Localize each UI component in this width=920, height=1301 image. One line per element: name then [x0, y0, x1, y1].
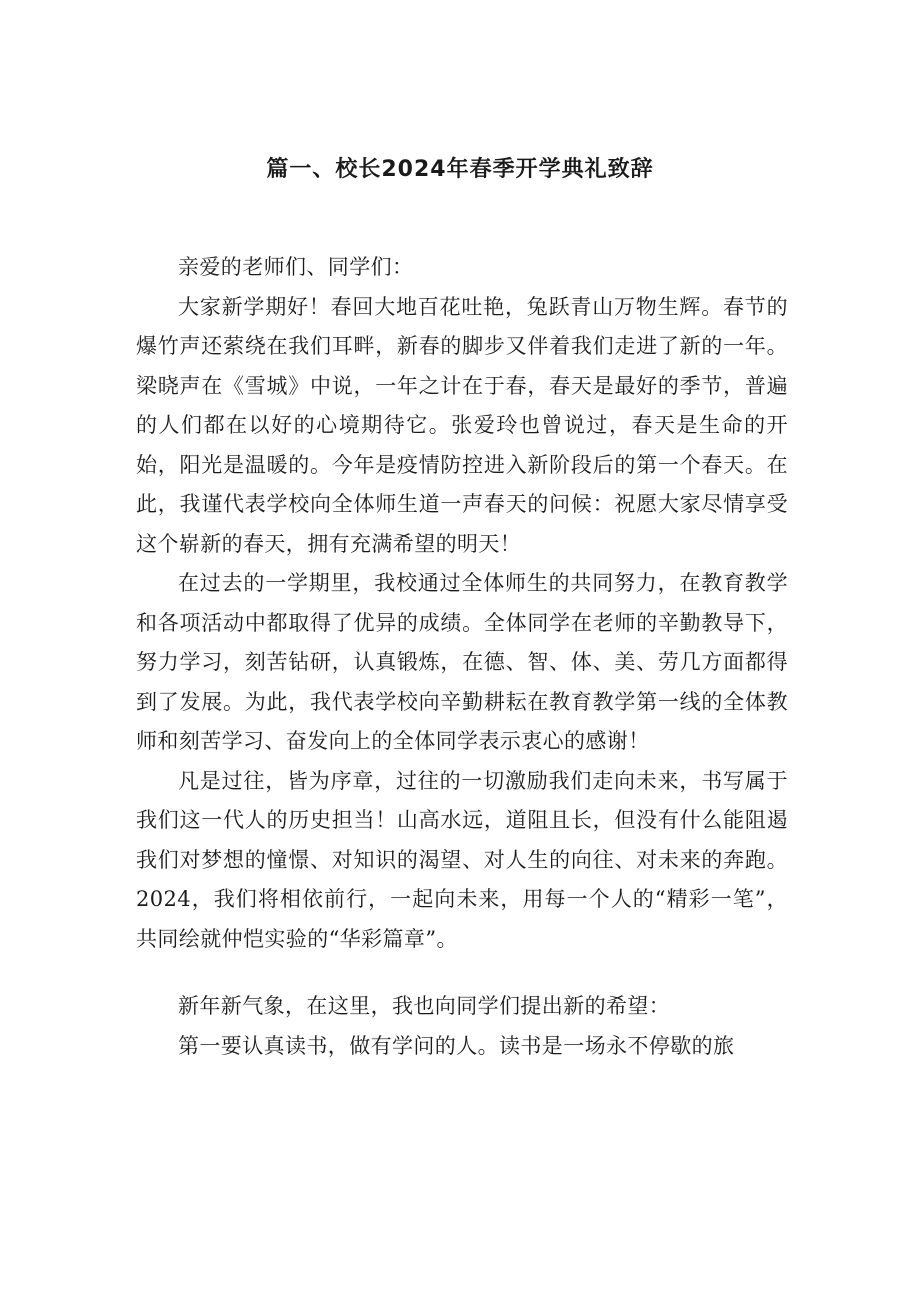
body-paragraph: 第一要认真读书，做有学问的人。读书是一场永不停歇的旅	[178, 1033, 735, 1058]
body-paragraph: 凡是过往，皆为序章，过往的一切激励我们走向未来，书写属于我们这一代人的历史担当！山高水远，道阻且长，但没有什么能阻遏我们对梦想的憧憬、对知识的渴望、对人生的向往、对未来的奔跑。2024，我们将相依前行，一起向未来，用每一个人的“精彩一笔”，共同绘就仲恺实验的“华彩篇章”。	[136, 768, 788, 951]
document-title: 篇一、校长2024年春季开学典礼致辞	[266, 157, 654, 182]
document-body	[136, 248, 788, 1066]
body-paragraph: 大家新学期好！春回大地百花吐艳，兔跃青山万物生辉。春节的爆竹声还萦绕在我们耳畔，新春的脚步又伴着我们走进了新的一年。梁晓声在《雪城》中说，一年之计在于春，春天是最好的季节，普遍的人们都在以好的心境期待它。张爱玲也曾说过，春天是生命的开始，阳光是温暖的。今年是疫情防控进入新阶段后的第一个春天。在此，我谨代表学校向全体师生道一声春天的问候：祝愿大家尽情享受这个崭新的春天，拥有充满希望的明天！	[136, 294, 788, 556]
salutation-paragraph: 亲爱的老师们、同学们：	[178, 255, 414, 279]
body-paragraph: 在过去的一学期里，我校通过全体师生的共同努力，在教育教学和各项活动中都取得了优异的成绩。全体同学在老师的辛勤教导下，努力学习，刻苦钻研，认真锻炼，在德、智、体、美、劳几方面都得到了发展。为此，我代表学校向辛勤耕耘在教育教学第一线的全体教师和刻苦学习、奋发向上的全体同学表示衷心的感谢！	[136, 571, 788, 753]
body-paragraph: 新年新气象，在这里，我也向同学们提出新的希望：	[178, 994, 671, 1018]
